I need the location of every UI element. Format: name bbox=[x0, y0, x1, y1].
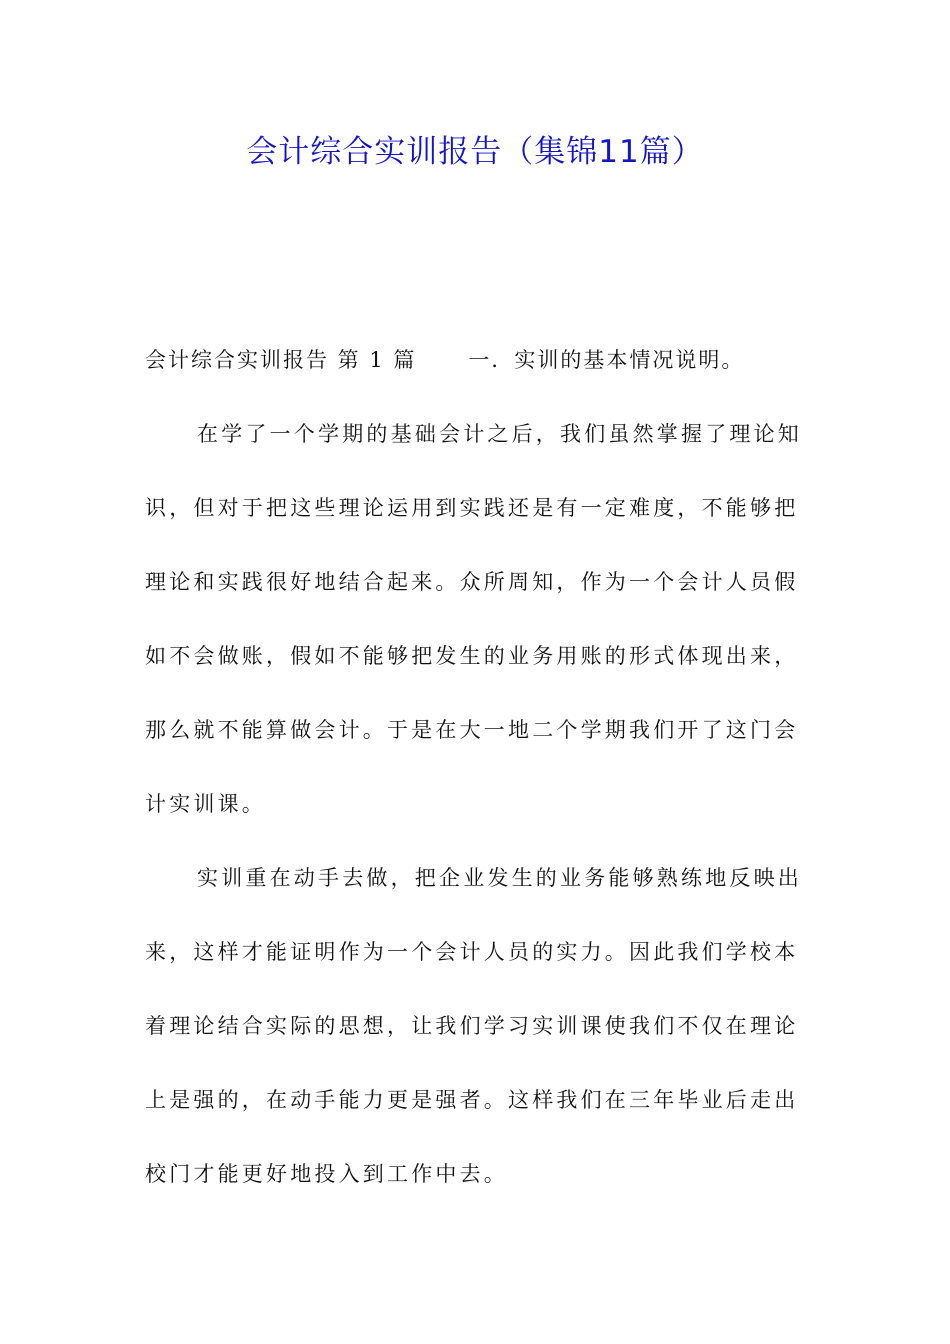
paragraph-line: 如不会做账，假如不能够把发生的业务用账的形式体现出来， bbox=[145, 644, 799, 668]
section-heading-line bbox=[145, 335, 807, 409]
document-title: 会计综合实训报告（集锦11篇） bbox=[246, 134, 704, 170]
paragraph-line: 计实训课。 bbox=[145, 792, 266, 816]
paragraph-line: 上是强的，在动手能力更是强者。这样我们在三年毕业后走出 bbox=[145, 1088, 799, 1112]
paragraph-line: 着理论结合实际的思想，让我们学习实训课使我们不仅在理论 bbox=[145, 1014, 799, 1038]
article-heading: 会计综合实训报告 第 1 篇 bbox=[145, 348, 417, 372]
paragraph-line: 来，这样才能证明作为一个会计人员的实力。因此我们学校本 bbox=[145, 940, 799, 964]
paragraph-line: 那么就不能算做会计。于是在大一地二个学期我们开了这门会 bbox=[145, 718, 799, 742]
section-heading: 一．实训的基本情况说明。 bbox=[468, 348, 745, 372]
document-body bbox=[145, 335, 807, 1223]
paragraph-line: 校门才能更好地投入到工作中去。 bbox=[145, 1162, 508, 1186]
paragraph-line: 理论和实践很好地结合起来。众所周知，作为一个会计人员假 bbox=[145, 570, 799, 594]
paragraph-line: 在学了一个学期的基础会计之后，我们虽然掌握了理论知 bbox=[197, 422, 802, 446]
paragraph-1 bbox=[145, 409, 807, 853]
paragraph-line: 识，但对于把这些理论运用到实践还是有一定难度，不能够把 bbox=[145, 496, 799, 520]
paragraph-2 bbox=[145, 853, 807, 1223]
paragraph-line: 实训重在动手去做，把企业发生的业务能够熟练地反映出 bbox=[197, 866, 802, 890]
